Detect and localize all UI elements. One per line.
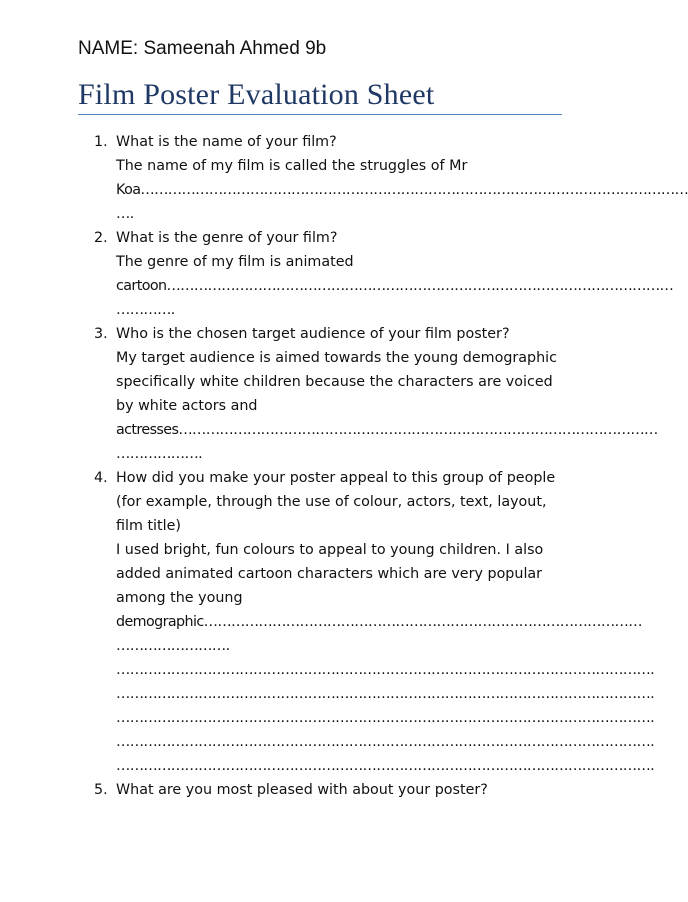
answer-line: ……………………………………………………………………………………………………….	[116, 758, 655, 774]
question-text: What is the genre of your film?	[116, 230, 338, 246]
question-text: film title)	[116, 518, 181, 534]
answer-line: among the young	[116, 590, 243, 606]
answer-line: ….	[116, 206, 134, 222]
question-text: Who is the chosen target audience of your film poster?	[116, 326, 510, 342]
answer-line: Koa…………………………………………………………………………………………………………	[116, 182, 688, 198]
question-number: 1.	[94, 134, 108, 150]
question-number: 2.	[94, 230, 108, 246]
question-number: 3.	[94, 326, 108, 342]
answer-line: demographic……………………………………………………………………………………	[116, 614, 642, 630]
question-number: 5.	[94, 782, 108, 798]
question-text: What are you most pleased with about your poster?	[116, 782, 488, 798]
answer-line: I used bright, fun colours to appeal to young children. I also	[116, 542, 544, 558]
answer-line: My target audience is aimed towards the young demographic	[116, 350, 558, 366]
answer-line: actresses……………………………………………………………………………………………	[116, 422, 658, 438]
question-item-4	[78, 466, 655, 778]
student-name-line: NAME: Sameenah Ahmed 9b	[78, 38, 327, 59]
answer-line: The name of my film is called the struggles of Mr	[116, 158, 468, 174]
answer-line: …………………….	[116, 638, 230, 654]
answer-line: ……………….	[116, 446, 203, 462]
question-item-2	[78, 226, 674, 322]
page-title: Film Poster Evaluation Sheet	[78, 78, 435, 111]
question-item-3	[78, 322, 658, 466]
answer-line: ……………………………………………………………………………………………………….	[116, 710, 655, 726]
answer-line: ……………………………………………………………………………………………………….	[116, 662, 655, 678]
question-text: What is the name of your film?	[116, 134, 337, 150]
question-item-1	[78, 130, 688, 226]
question-item-5	[78, 778, 566, 802]
answer-line: ……………………………………………………………………………………………………….	[116, 686, 655, 702]
question-number: 4.	[94, 470, 108, 486]
question-text: (for example, through the use of colour, actors, text, layout,	[116, 494, 547, 510]
title-underline-divider	[78, 114, 562, 115]
answer-line: specifically white children because the characters are voiced	[116, 374, 553, 390]
question-text: How did you make your poster appeal to this group of people	[116, 470, 556, 486]
answer-line: by white actors and	[116, 398, 258, 414]
answer-line: cartoon…………………………………………………………………………………………………	[116, 278, 674, 294]
answer-line: ………….	[116, 302, 175, 318]
answer-line: added animated cartoon characters which are very popular	[116, 566, 543, 582]
question-list	[78, 130, 688, 802]
answer-line: ……………………………………………………………………………………………………….	[116, 734, 655, 750]
answer-line: The genre of my film is animated	[116, 254, 354, 270]
